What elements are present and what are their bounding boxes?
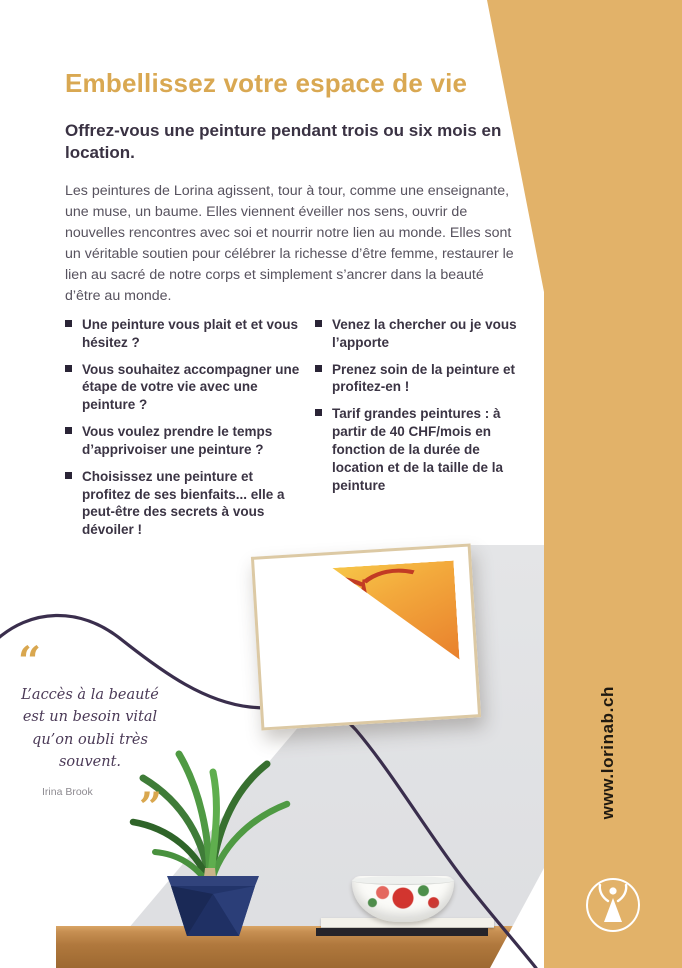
bullet-text: Venez la chercher ou je vous l’apporte xyxy=(332,317,517,350)
bullet-column-left xyxy=(65,316,303,548)
subtitle: Offrez-vous une peinture pendant trois ou six mois en location. xyxy=(65,121,502,163)
lorina-logo-icon xyxy=(584,876,642,934)
quote-line: qu’on oubli très xyxy=(32,731,148,748)
bullet-item xyxy=(65,361,303,414)
page-title: Embellissez votre espace de vie xyxy=(65,68,468,98)
bullet-item xyxy=(315,405,520,494)
plant-pot-icon xyxy=(165,874,261,938)
bullet-text: Vous voulez prendre le temps d’apprivoiser une peinture ? xyxy=(82,424,273,457)
bullet-item xyxy=(65,468,303,539)
quote-line: L’accès à la beauté xyxy=(21,687,159,703)
bullet-text: Prenez soin de la peinture et profitez-en ! xyxy=(332,361,516,395)
quote-line: souvent. xyxy=(58,754,122,771)
close-quote-icon: ” xyxy=(138,783,162,831)
quote-line: est un besoin vital xyxy=(22,709,158,726)
bullet-item xyxy=(315,316,520,352)
abstract-painting xyxy=(270,561,462,706)
bullet-columns xyxy=(65,316,525,548)
bullet-item xyxy=(315,361,520,397)
bullet-item xyxy=(65,423,303,459)
bullet-text: Choisissez une peinture et profitez de ses bienfaits... elle a peut-être des secrets à vous dévoiler ! xyxy=(82,468,285,538)
intro-paragraph: Les peintures de Lorina agissent, tour à tour, comme une enseignante, une muse, un baume. Elles viennent éveiller nos sens, ouvrir de nouvelles rencontres avec soi et nourrir notre lien au monde. Elles sont un véritable soutien pour célébrer la richesse d’être femme, restaurer le lien au sacré de notre corps et simplement s’ancrer dans la beauté d’être au monde. xyxy=(65,183,514,305)
bullet-text: Une peinture vous plait et et vous hésitez ? xyxy=(82,317,299,350)
quote-block xyxy=(14,638,166,831)
book-bottom xyxy=(316,928,488,936)
website-url: www.lorinab.ch xyxy=(598,686,617,820)
bullet-item xyxy=(65,316,303,352)
framed-painting xyxy=(251,543,481,730)
bullet-column-right xyxy=(315,316,520,548)
bullet-text: Vous souhaitez accompagner une étape de votre vie avec une peinture ? xyxy=(82,361,300,413)
open-quote-icon: “ xyxy=(18,638,42,685)
quote-author: Irina Brook xyxy=(42,785,93,798)
quote-text xyxy=(14,684,166,774)
bullet-text: Tarif grandes peintures : à partir de 40 CHF/mois en fonction de la durée de location et de la taille de la peinture xyxy=(332,406,504,493)
